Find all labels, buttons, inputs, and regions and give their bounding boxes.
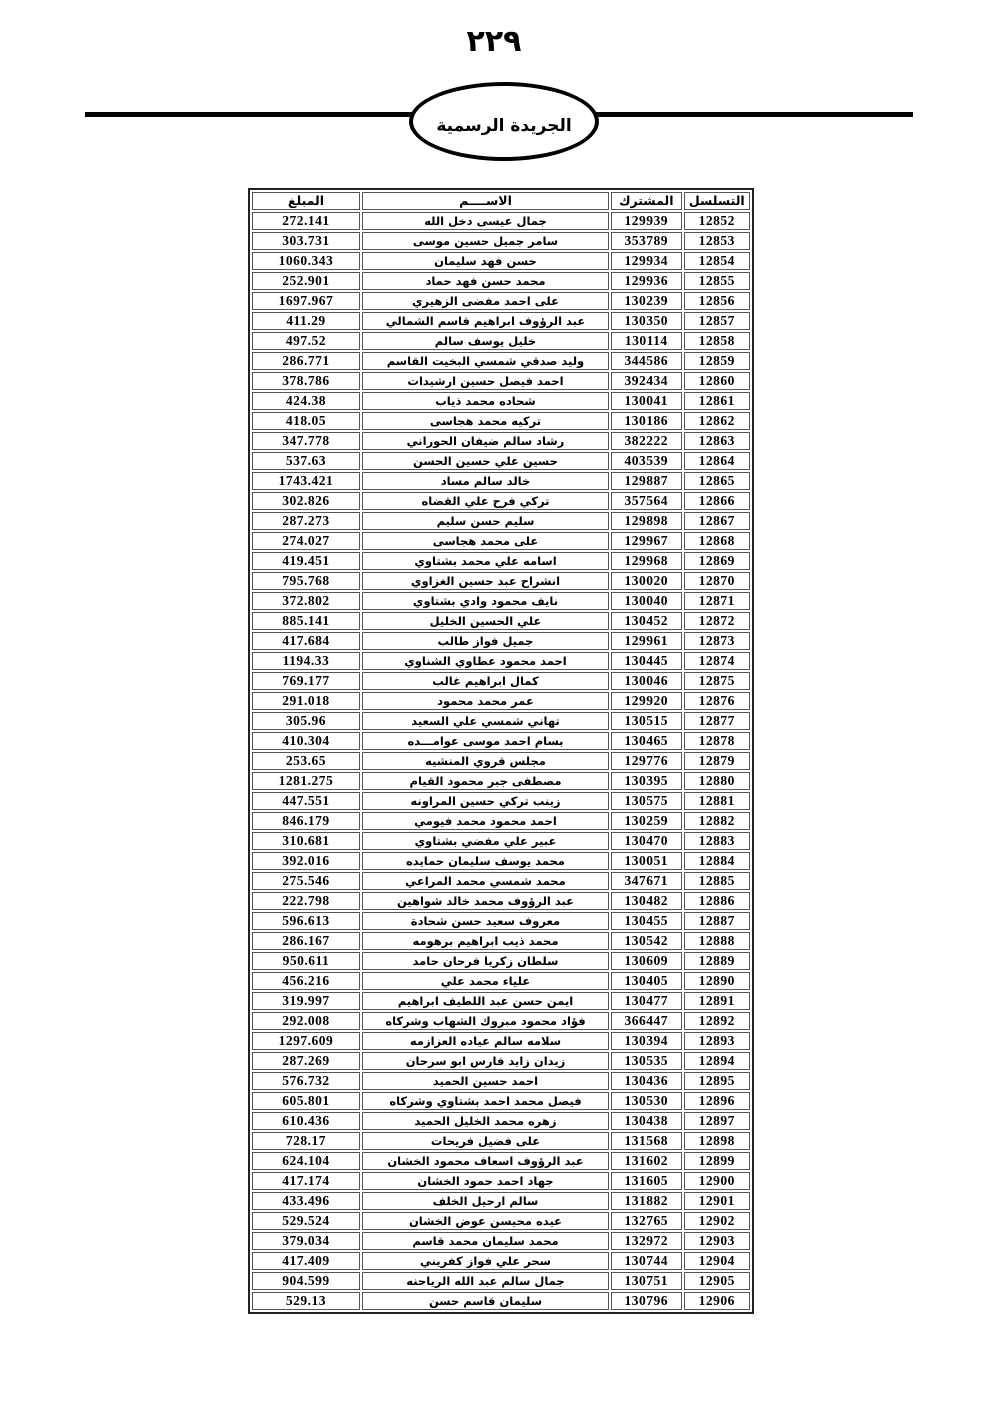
cell-subscriber: 130575 xyxy=(611,792,682,810)
cell-subscriber: 366447 xyxy=(611,1012,682,1030)
cell-amount: 305.96 xyxy=(252,712,360,730)
cell-amount: 728.17 xyxy=(252,1132,360,1150)
cell-serial: 12870 xyxy=(684,572,750,590)
table-row xyxy=(252,1132,750,1150)
gazette-banner-ellipse xyxy=(409,82,599,161)
cell-serial: 12889 xyxy=(684,952,750,970)
table-row xyxy=(252,1252,750,1270)
cell-subscriber: 130744 xyxy=(611,1252,682,1270)
table-row xyxy=(252,472,750,490)
cell-name: عبير علي مفضي بشتاوي xyxy=(362,832,609,850)
cell-amount: 275.546 xyxy=(252,872,360,890)
cell-subscriber: 130395 xyxy=(611,772,682,790)
cell-name: على احمد مفضى الزهيري xyxy=(362,292,609,310)
cell-serial: 12888 xyxy=(684,932,750,950)
table-row xyxy=(252,1112,750,1130)
cell-amount: 272.141 xyxy=(252,212,360,230)
table-row xyxy=(252,492,750,510)
cell-subscriber: 130405 xyxy=(611,972,682,990)
cell-name: جمال عيسى دخل الله xyxy=(362,212,609,230)
cell-name: زيدان زايد فارس ابو سرحان xyxy=(362,1052,609,1070)
cell-serial: 12886 xyxy=(684,892,750,910)
cell-name: كمال ابراهيم غالب xyxy=(362,672,609,690)
cell-name: علي الحسين الخليل xyxy=(362,612,609,630)
cell-serial: 12900 xyxy=(684,1172,750,1190)
cell-name: سالم ارحيل الخلف xyxy=(362,1192,609,1210)
cell-name: على محمد هجاسى xyxy=(362,532,609,550)
cell-amount: 1281.275 xyxy=(252,772,360,790)
cell-amount: 424.38 xyxy=(252,392,360,410)
table-row xyxy=(252,972,750,990)
cell-amount: 222.798 xyxy=(252,892,360,910)
cell-serial: 12898 xyxy=(684,1132,750,1150)
cell-name: شحاده محمد ذياب xyxy=(362,392,609,410)
cell-serial: 12896 xyxy=(684,1092,750,1110)
table-row xyxy=(252,1072,750,1090)
cell-subscriber: 129939 xyxy=(611,212,682,230)
cell-subscriber: 130020 xyxy=(611,572,682,590)
table-row xyxy=(252,952,750,970)
cell-amount: 1194.33 xyxy=(252,652,360,670)
cell-name: خليل يوسف سالم xyxy=(362,332,609,350)
cell-serial: 12873 xyxy=(684,632,750,650)
cell-serial: 12905 xyxy=(684,1272,750,1290)
cell-amount: 347.778 xyxy=(252,432,360,450)
cell-amount: 319.997 xyxy=(252,992,360,1010)
cell-name: ايمن حسن عبد اللطيف ابراهيم xyxy=(362,992,609,1010)
cell-serial: 12871 xyxy=(684,592,750,610)
cell-subscriber: 132972 xyxy=(611,1232,682,1250)
cell-subscriber: 130239 xyxy=(611,292,682,310)
table-row xyxy=(252,812,750,830)
cell-amount: 1697.967 xyxy=(252,292,360,310)
table-row xyxy=(252,232,750,250)
cell-subscriber: 344586 xyxy=(611,352,682,370)
cell-amount: 303.731 xyxy=(252,232,360,250)
cell-subscriber: 129968 xyxy=(611,552,682,570)
cell-name: محمد ذيب ابراهيم برهومه xyxy=(362,932,609,950)
cell-subscriber: 403539 xyxy=(611,452,682,470)
cell-subscriber: 129887 xyxy=(611,472,682,490)
cell-serial: 12858 xyxy=(684,332,750,350)
table-row xyxy=(252,212,750,230)
cell-amount: 904.599 xyxy=(252,1272,360,1290)
cell-amount: 529.524 xyxy=(252,1212,360,1230)
cell-name: احمد حسين الحميد xyxy=(362,1072,609,1090)
table-row xyxy=(252,452,750,470)
cell-amount: 310.681 xyxy=(252,832,360,850)
table-row xyxy=(252,432,750,450)
cell-subscriber: 130051 xyxy=(611,852,682,870)
cell-subscriber: 130470 xyxy=(611,832,682,850)
cell-serial: 12859 xyxy=(684,352,750,370)
cell-serial: 12890 xyxy=(684,972,750,990)
cell-amount: 456.216 xyxy=(252,972,360,990)
cell-amount: 286.167 xyxy=(252,932,360,950)
cell-name: على فضيل فريحات xyxy=(362,1132,609,1150)
cell-amount: 1297.609 xyxy=(252,1032,360,1050)
cell-amount: 885.141 xyxy=(252,612,360,630)
cell-subscriber: 130609 xyxy=(611,952,682,970)
table-row xyxy=(252,572,750,590)
cell-serial: 12892 xyxy=(684,1012,750,1030)
cell-name: انشراح عبد حسين الغزاوي xyxy=(362,572,609,590)
cell-serial: 12881 xyxy=(684,792,750,810)
cell-serial: 12852 xyxy=(684,212,750,230)
table-row xyxy=(252,372,750,390)
cell-serial: 12887 xyxy=(684,912,750,930)
cell-serial: 12867 xyxy=(684,512,750,530)
cell-serial: 12863 xyxy=(684,432,750,450)
cell-name: مصطفى جبر محمود القيام xyxy=(362,772,609,790)
table-row xyxy=(252,832,750,850)
cell-serial: 12902 xyxy=(684,1212,750,1230)
cell-subscriber: 130445 xyxy=(611,652,682,670)
table-row xyxy=(252,612,750,630)
cell-subscriber: 129967 xyxy=(611,532,682,550)
table-row xyxy=(252,592,750,610)
cell-name: عبد الرؤوف اسعاف محمود الخشان xyxy=(362,1152,609,1170)
table-row xyxy=(252,332,750,350)
cell-name: سحر علي فواز كفريني xyxy=(362,1252,609,1270)
cell-amount: 274.027 xyxy=(252,532,360,550)
cell-amount: 378.786 xyxy=(252,372,360,390)
cell-amount: 795.768 xyxy=(252,572,360,590)
cell-name: مجلس قروي المنشيه xyxy=(362,752,609,770)
cell-serial: 12864 xyxy=(684,452,750,470)
cell-name: بسام احمد موسى عوامـــده xyxy=(362,732,609,750)
cell-subscriber: 131882 xyxy=(611,1192,682,1210)
cell-subscriber: 129776 xyxy=(611,752,682,770)
table-row xyxy=(252,1052,750,1070)
cell-serial: 12893 xyxy=(684,1032,750,1050)
cell-serial: 12874 xyxy=(684,652,750,670)
cell-subscriber: 353789 xyxy=(611,232,682,250)
cell-name: احمد فيصل حسين ارشيدات xyxy=(362,372,609,390)
cell-name: سليم حسن سليم xyxy=(362,512,609,530)
cell-subscriber: 131602 xyxy=(611,1152,682,1170)
cell-amount: 418.05 xyxy=(252,412,360,430)
cell-serial: 12906 xyxy=(684,1292,750,1310)
cell-serial: 12861 xyxy=(684,392,750,410)
cell-amount: 537.63 xyxy=(252,452,360,470)
cell-serial: 12879 xyxy=(684,752,750,770)
cell-name: زهره محمد الخليل الحميد xyxy=(362,1112,609,1130)
cell-serial: 12882 xyxy=(684,812,750,830)
cell-name: احمد محمود عطاوي الشناوي xyxy=(362,652,609,670)
table-row xyxy=(252,632,750,650)
cell-name: جمال سالم عبد الله الرياحنه xyxy=(362,1272,609,1290)
cell-serial: 12862 xyxy=(684,412,750,430)
table-row xyxy=(252,1192,750,1210)
table-row xyxy=(252,392,750,410)
cell-subscriber: 130186 xyxy=(611,412,682,430)
cell-amount: 576.732 xyxy=(252,1072,360,1090)
table-row xyxy=(252,1012,750,1030)
cell-serial: 12884 xyxy=(684,852,750,870)
cell-subscriber: 392434 xyxy=(611,372,682,390)
cell-serial: 12877 xyxy=(684,712,750,730)
cell-amount: 950.611 xyxy=(252,952,360,970)
cell-amount: 624.104 xyxy=(252,1152,360,1170)
cell-serial: 12903 xyxy=(684,1232,750,1250)
cell-subscriber: 130515 xyxy=(611,712,682,730)
cell-amount: 417.409 xyxy=(252,1252,360,1270)
cell-amount: 411.29 xyxy=(252,312,360,330)
cell-name: رشاد سالم ضيفان الحوراني xyxy=(362,432,609,450)
cell-name: فيصل محمد احمد بشتاوي وشركاه xyxy=(362,1092,609,1110)
cell-subscriber: 130046 xyxy=(611,672,682,690)
cell-subscriber: 130394 xyxy=(611,1032,682,1050)
cell-subscriber: 129920 xyxy=(611,692,682,710)
table-row xyxy=(252,1272,750,1290)
table-row xyxy=(252,712,750,730)
cell-subscriber: 130796 xyxy=(611,1292,682,1310)
cell-serial: 12895 xyxy=(684,1072,750,1090)
cell-name: نايف محمود وادي بشتاوي xyxy=(362,592,609,610)
header-serial: التسلسل xyxy=(684,192,750,210)
cell-amount: 610.436 xyxy=(252,1112,360,1130)
cell-amount: 596.613 xyxy=(252,912,360,930)
cell-subscriber: 129898 xyxy=(611,512,682,530)
cell-amount: 302.826 xyxy=(252,492,360,510)
cell-subscriber: 129936 xyxy=(611,272,682,290)
cell-amount: 287.269 xyxy=(252,1052,360,1070)
cell-name: عبد الرؤوف ابراهيم قاسم الشمالي xyxy=(362,312,609,330)
cell-amount: 846.179 xyxy=(252,812,360,830)
cell-name: فؤاد محمود مبروك الشهاب وشركاه xyxy=(362,1012,609,1030)
cell-subscriber: 131568 xyxy=(611,1132,682,1150)
cell-serial: 12866 xyxy=(684,492,750,510)
cell-name: تركي فرح علي القضاه xyxy=(362,492,609,510)
cell-subscriber: 129961 xyxy=(611,632,682,650)
table-row xyxy=(252,272,750,290)
gazette-banner-title: الجريدة الرسمية xyxy=(436,115,572,136)
cell-name: معروف سعيد حسن شحادة xyxy=(362,912,609,930)
cell-serial: 12854 xyxy=(684,252,750,270)
cell-serial: 12865 xyxy=(684,472,750,490)
cell-serial: 12868 xyxy=(684,532,750,550)
cell-serial: 12885 xyxy=(684,872,750,890)
cell-amount: 529.13 xyxy=(252,1292,360,1310)
cell-name: سلامه سالم عياده العزازمه xyxy=(362,1032,609,1050)
cell-serial: 12894 xyxy=(684,1052,750,1070)
cell-name: جميل فواز طالب xyxy=(362,632,609,650)
cell-name: تركيه محمد هجاسى xyxy=(362,412,609,430)
table-row xyxy=(252,1212,750,1230)
cell-subscriber: 347671 xyxy=(611,872,682,890)
table-row xyxy=(252,652,750,670)
cell-subscriber: 130436 xyxy=(611,1072,682,1090)
cell-name: سلطان زكريا فرحان حامد xyxy=(362,952,609,970)
cell-subscriber: 130114 xyxy=(611,332,682,350)
table-row xyxy=(252,1292,750,1310)
cell-subscriber: 130350 xyxy=(611,312,682,330)
cell-subscriber: 131605 xyxy=(611,1172,682,1190)
cell-name: محمد شمسي محمد المراعي xyxy=(362,872,609,890)
cell-serial: 12860 xyxy=(684,372,750,390)
table-row xyxy=(252,672,750,690)
table-row xyxy=(252,252,750,270)
cell-amount: 769.177 xyxy=(252,672,360,690)
cell-amount: 1060.343 xyxy=(252,252,360,270)
cell-name: عبد الرؤوف محمد خالد شواهين xyxy=(362,892,609,910)
cell-subscriber: 130542 xyxy=(611,932,682,950)
cell-name: جهاد احمد حمود الخشان xyxy=(362,1172,609,1190)
cell-name: محمد حسن فهد حماد xyxy=(362,272,609,290)
table-row xyxy=(252,1032,750,1050)
table-row xyxy=(252,932,750,950)
cell-amount: 291.018 xyxy=(252,692,360,710)
table-row xyxy=(252,792,750,810)
table-body xyxy=(252,212,750,1310)
cell-name: حسين علي حسين الحسن xyxy=(362,452,609,470)
table-row xyxy=(252,292,750,310)
cell-subscriber: 132765 xyxy=(611,1212,682,1230)
cell-subscriber: 130465 xyxy=(611,732,682,750)
cell-serial: 12883 xyxy=(684,832,750,850)
cell-name: علياء محمد علي xyxy=(362,972,609,990)
table-row xyxy=(252,872,750,890)
cell-serial: 12878 xyxy=(684,732,750,750)
cell-amount: 252.901 xyxy=(252,272,360,290)
cell-subscriber: 130477 xyxy=(611,992,682,1010)
table-row xyxy=(252,352,750,370)
cell-name: وليد صدقي شمسي البخيت القاسم xyxy=(362,352,609,370)
cell-name: خالد سالم مساد xyxy=(362,472,609,490)
cell-name: اسامه علي محمد بشتاوي xyxy=(362,552,609,570)
cell-amount: 417.174 xyxy=(252,1172,360,1190)
cell-amount: 287.273 xyxy=(252,512,360,530)
table-header-row xyxy=(252,192,750,210)
cell-serial: 12897 xyxy=(684,1112,750,1130)
cell-amount: 286.771 xyxy=(252,352,360,370)
table-row xyxy=(252,1092,750,1110)
cell-name: سامر جميل حسين موسى xyxy=(362,232,609,250)
cell-name: حسن فهد سليمان xyxy=(362,252,609,270)
table-row xyxy=(252,512,750,530)
cell-serial: 12855 xyxy=(684,272,750,290)
table-row xyxy=(252,692,750,710)
table-row xyxy=(252,1232,750,1250)
subscribers-table xyxy=(248,188,754,1314)
cell-amount: 605.801 xyxy=(252,1092,360,1110)
cell-amount: 417.684 xyxy=(252,632,360,650)
table-row xyxy=(252,852,750,870)
table-row xyxy=(252,1152,750,1170)
cell-subscriber: 130259 xyxy=(611,812,682,830)
table-row xyxy=(252,1172,750,1190)
page-number: ٢٢٩ xyxy=(466,24,522,59)
table-row xyxy=(252,752,750,770)
cell-amount: 292.008 xyxy=(252,1012,360,1030)
cell-name: محمد يوسف سليمان حمايده xyxy=(362,852,609,870)
cell-amount: 419.451 xyxy=(252,552,360,570)
cell-subscriber: 382222 xyxy=(611,432,682,450)
cell-serial: 12875 xyxy=(684,672,750,690)
table-row xyxy=(252,732,750,750)
cell-amount: 392.016 xyxy=(252,852,360,870)
cell-serial: 12891 xyxy=(684,992,750,1010)
cell-subscriber: 130482 xyxy=(611,892,682,910)
cell-subscriber: 130455 xyxy=(611,912,682,930)
cell-name: عيده محيسن عوض الخشان xyxy=(362,1212,609,1230)
cell-serial: 12901 xyxy=(684,1192,750,1210)
cell-name: سليمان قاسم حسن xyxy=(362,1292,609,1310)
cell-name: محمد سليمان محمد قاسم xyxy=(362,1232,609,1250)
table-row xyxy=(252,992,750,1010)
cell-serial: 12899 xyxy=(684,1152,750,1170)
cell-name: تهاني شمسي علي السعيد xyxy=(362,712,609,730)
cell-name: زينب تركي حسين المراونه xyxy=(362,792,609,810)
table-row xyxy=(252,552,750,570)
header-name: الاســــم xyxy=(362,192,609,210)
cell-serial: 12904 xyxy=(684,1252,750,1270)
cell-subscriber: 130040 xyxy=(611,592,682,610)
cell-serial: 12869 xyxy=(684,552,750,570)
cell-serial: 12856 xyxy=(684,292,750,310)
header-subscriber: المشترك xyxy=(611,192,682,210)
table-row xyxy=(252,312,750,330)
cell-name: عمر محمد محمود xyxy=(362,692,609,710)
cell-subscriber: 130530 xyxy=(611,1092,682,1110)
cell-subscriber: 130041 xyxy=(611,392,682,410)
cell-serial: 12857 xyxy=(684,312,750,330)
cell-serial: 12872 xyxy=(684,612,750,630)
cell-amount: 379.034 xyxy=(252,1232,360,1250)
table-row xyxy=(252,892,750,910)
cell-subscriber: 129934 xyxy=(611,252,682,270)
cell-amount: 253.65 xyxy=(252,752,360,770)
cell-subscriber: 130535 xyxy=(611,1052,682,1070)
cell-amount: 1743.421 xyxy=(252,472,360,490)
table-row xyxy=(252,532,750,550)
cell-subscriber: 130751 xyxy=(611,1272,682,1290)
table-row xyxy=(252,912,750,930)
cell-subscriber: 357564 xyxy=(611,492,682,510)
table-row xyxy=(252,772,750,790)
header-amount: المبلغ xyxy=(252,192,360,210)
cell-amount: 433.496 xyxy=(252,1192,360,1210)
cell-amount: 447.551 xyxy=(252,792,360,810)
cell-name: احمد محمود محمد فيومي xyxy=(362,812,609,830)
cell-subscriber: 130438 xyxy=(611,1112,682,1130)
cell-serial: 12853 xyxy=(684,232,750,250)
cell-amount: 372.802 xyxy=(252,592,360,610)
cell-serial: 12880 xyxy=(684,772,750,790)
cell-serial: 12876 xyxy=(684,692,750,710)
table-row xyxy=(252,412,750,430)
cell-subscriber: 130452 xyxy=(611,612,682,630)
cell-amount: 497.52 xyxy=(252,332,360,350)
cell-amount: 410.304 xyxy=(252,732,360,750)
